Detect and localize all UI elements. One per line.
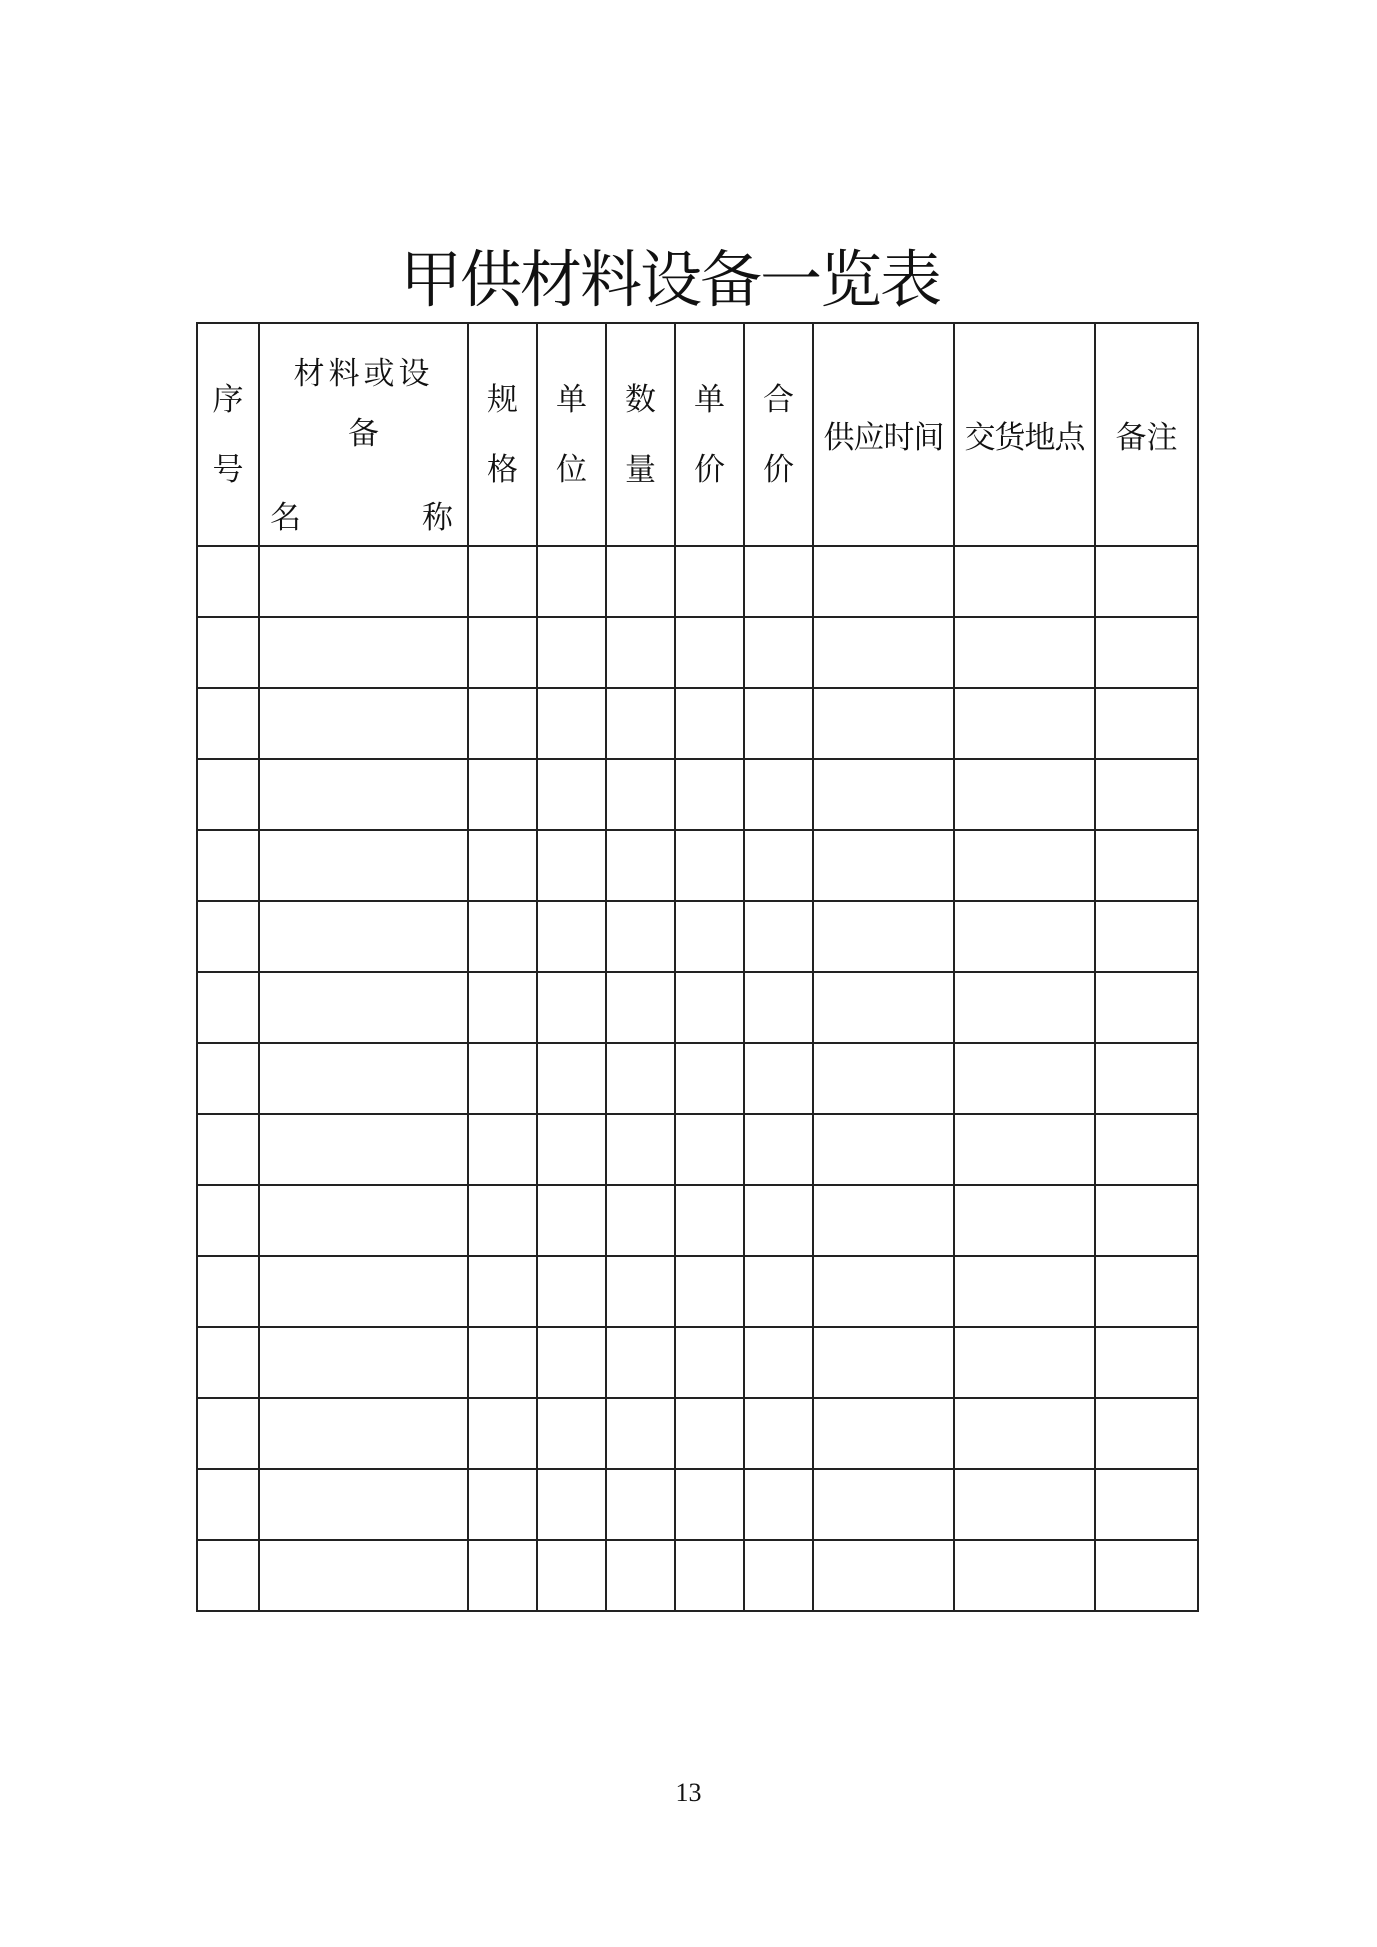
table-cell[interactable] [813, 688, 954, 759]
table-cell[interactable] [954, 1114, 1095, 1185]
table-cell[interactable] [197, 688, 259, 759]
table-cell[interactable] [537, 1114, 606, 1185]
table-cell[interactable] [468, 1256, 537, 1327]
table-cell[interactable] [813, 617, 954, 688]
table-row [197, 617, 1198, 688]
table-row [197, 1185, 1198, 1256]
header-spec: 规 格 [468, 323, 537, 546]
table-cell[interactable] [1095, 901, 1198, 972]
table-cell[interactable] [259, 1185, 468, 1256]
header-unit: 单 位 [537, 323, 606, 546]
table-cell[interactable] [606, 759, 675, 830]
table-cell[interactable] [675, 830, 744, 901]
table-cell[interactable] [675, 1469, 744, 1540]
table-cell[interactable] [1095, 1540, 1198, 1611]
table-cell[interactable] [537, 1043, 606, 1114]
table-cell[interactable] [813, 1327, 954, 1398]
table-cell[interactable] [1095, 617, 1198, 688]
table-cell[interactable] [468, 901, 537, 972]
table-cell[interactable] [813, 1540, 954, 1611]
table-cell[interactable] [744, 1398, 813, 1469]
table-cell[interactable] [197, 1256, 259, 1327]
table-cell[interactable] [954, 1398, 1095, 1469]
table-cell[interactable] [744, 1327, 813, 1398]
table-row [197, 1043, 1198, 1114]
table-cell[interactable] [537, 1185, 606, 1256]
table-cell[interactable] [1095, 972, 1198, 1043]
table-cell[interactable] [954, 1469, 1095, 1540]
table-cell[interactable] [197, 1114, 259, 1185]
table-cell[interactable] [197, 759, 259, 830]
table-cell[interactable] [954, 1540, 1095, 1611]
table-cell[interactable] [1095, 759, 1198, 830]
header-unit-price: 单 价 [675, 323, 744, 546]
table-cell[interactable] [954, 830, 1095, 901]
table-cell[interactable] [813, 1114, 954, 1185]
table-cell[interactable] [259, 1043, 468, 1114]
header-quantity: 数 量 [606, 323, 675, 546]
table-cell[interactable] [675, 759, 744, 830]
table-cell[interactable] [675, 546, 744, 617]
table-cell[interactable] [744, 546, 813, 617]
table-cell[interactable] [744, 1256, 813, 1327]
table-cell[interactable] [537, 972, 606, 1043]
table-cell[interactable] [954, 546, 1095, 617]
table-cell[interactable] [197, 830, 259, 901]
table-cell[interactable] [606, 1185, 675, 1256]
table-cell[interactable] [1095, 1185, 1198, 1256]
table-cell[interactable] [1095, 1398, 1198, 1469]
table-cell[interactable] [197, 1327, 259, 1398]
table-cell[interactable] [259, 546, 468, 617]
table-cell[interactable] [259, 688, 468, 759]
table-cell[interactable] [954, 1185, 1095, 1256]
table-cell[interactable] [813, 830, 954, 901]
table-cell[interactable] [744, 1114, 813, 1185]
table-cell[interactable] [675, 1540, 744, 1611]
table-cell[interactable] [606, 1327, 675, 1398]
table-cell[interactable] [744, 617, 813, 688]
table-cell[interactable] [259, 1114, 468, 1185]
table-cell[interactable] [468, 1114, 537, 1185]
table-cell[interactable] [1095, 1469, 1198, 1540]
table-cell[interactable] [813, 759, 954, 830]
table-cell[interactable] [197, 901, 259, 972]
table-cell[interactable] [606, 546, 675, 617]
table-cell[interactable] [675, 1327, 744, 1398]
table-cell[interactable] [675, 1398, 744, 1469]
table-cell[interactable] [197, 1398, 259, 1469]
table-cell[interactable] [744, 1185, 813, 1256]
table-cell[interactable] [1095, 1256, 1198, 1327]
table-cell[interactable] [813, 546, 954, 617]
table-row [197, 901, 1198, 972]
table-cell[interactable] [954, 1256, 1095, 1327]
table-cell[interactable] [259, 1256, 468, 1327]
table-cell[interactable] [537, 1327, 606, 1398]
table-cell[interactable] [259, 617, 468, 688]
table-cell[interactable] [954, 972, 1095, 1043]
table-cell[interactable] [606, 1540, 675, 1611]
table-cell[interactable] [954, 1327, 1095, 1398]
table-cell[interactable] [468, 617, 537, 688]
table-cell[interactable] [813, 1043, 954, 1114]
table-cell[interactable] [813, 1256, 954, 1327]
table-cell[interactable] [606, 617, 675, 688]
header-material-name: 材料或设 备 名 称 [259, 323, 468, 546]
table-row [197, 688, 1198, 759]
table-cell[interactable] [606, 1469, 675, 1540]
table-cell[interactable] [537, 901, 606, 972]
table-cell[interactable] [1095, 1043, 1198, 1114]
table-cell[interactable] [1095, 546, 1198, 617]
table-cell[interactable] [744, 1469, 813, 1540]
table-cell[interactable] [259, 972, 468, 1043]
table-cell[interactable] [675, 972, 744, 1043]
table-cell[interactable] [675, 1256, 744, 1327]
table-cell[interactable] [468, 688, 537, 759]
table-cell[interactable] [1095, 1327, 1198, 1398]
table-cell[interactable] [675, 901, 744, 972]
table-cell[interactable] [744, 972, 813, 1043]
table-cell[interactable] [606, 1043, 675, 1114]
table-cell[interactable] [606, 1114, 675, 1185]
table-cell[interactable] [259, 1398, 468, 1469]
header-seq: 序 号 [197, 323, 259, 546]
table-cell[interactable] [537, 617, 606, 688]
table-cell[interactable] [537, 1256, 606, 1327]
table-cell[interactable] [744, 759, 813, 830]
table-cell[interactable] [1095, 830, 1198, 901]
document-title: 甲供材料设备一览表 [400, 243, 941, 316]
table-cell[interactable] [813, 1398, 954, 1469]
table-cell[interactable] [606, 688, 675, 759]
table-cell[interactable] [675, 688, 744, 759]
table-cell[interactable] [1095, 1114, 1198, 1185]
table-row [197, 1114, 1198, 1185]
table-cell[interactable] [468, 972, 537, 1043]
table-cell[interactable] [675, 1185, 744, 1256]
table-cell[interactable] [197, 1469, 259, 1540]
table-cell[interactable] [259, 1327, 468, 1398]
table-cell[interactable] [537, 688, 606, 759]
materials-table [196, 322, 1199, 1612]
table-cell[interactable] [197, 1185, 259, 1256]
table-body [197, 546, 1198, 1611]
table-cell[interactable] [259, 830, 468, 901]
table-cell[interactable] [537, 546, 606, 617]
header-supply-time: 供应时间 [813, 323, 954, 546]
table-row [197, 972, 1198, 1043]
table-cell[interactable] [606, 830, 675, 901]
page-number: 13 [675, 1778, 702, 1807]
table-row [197, 1469, 1198, 1540]
table-cell[interactable] [744, 901, 813, 972]
table-cell[interactable] [606, 1398, 675, 1469]
header-delivery-place: 交货地点 [954, 323, 1095, 546]
table-cell[interactable] [606, 1256, 675, 1327]
table-cell[interactable] [675, 1043, 744, 1114]
table-cell[interactable] [197, 1043, 259, 1114]
table-row [197, 830, 1198, 901]
table-cell[interactable] [813, 972, 954, 1043]
table-cell[interactable] [954, 688, 1095, 759]
table-row [197, 1256, 1198, 1327]
table-cell[interactable] [813, 901, 954, 972]
table-cell[interactable] [954, 1043, 1095, 1114]
table-cell[interactable] [468, 1185, 537, 1256]
table-cell[interactable] [675, 617, 744, 688]
table-cell[interactable] [197, 546, 259, 617]
table-cell[interactable] [197, 1540, 259, 1611]
table-cell[interactable] [537, 759, 606, 830]
table-cell[interactable] [537, 1469, 606, 1540]
table-row [197, 1540, 1198, 1611]
table-cell[interactable] [468, 1327, 537, 1398]
table-cell[interactable] [468, 1398, 537, 1469]
table-cell[interactable] [468, 1540, 537, 1611]
table-cell[interactable] [537, 1398, 606, 1469]
table-cell[interactable] [197, 617, 259, 688]
table-cell[interactable] [259, 759, 468, 830]
table-cell[interactable] [537, 1540, 606, 1611]
table-cell[interactable] [744, 830, 813, 901]
table-cell[interactable] [954, 617, 1095, 688]
table-cell[interactable] [259, 901, 468, 972]
table-cell[interactable] [468, 759, 537, 830]
header-total-price: 合 价 [744, 323, 813, 546]
table-cell[interactable] [1095, 688, 1198, 759]
table-cell[interactable] [744, 1540, 813, 1611]
table-cell[interactable] [468, 830, 537, 901]
table-cell[interactable] [675, 1114, 744, 1185]
table-cell[interactable] [813, 1185, 954, 1256]
table-header-row [197, 323, 1198, 546]
table-cell[interactable] [954, 759, 1095, 830]
table-cell[interactable] [468, 1469, 537, 1540]
table-cell[interactable] [744, 1043, 813, 1114]
table-row [197, 1327, 1198, 1398]
table-cell[interactable] [813, 1469, 954, 1540]
table-cell[interactable] [468, 546, 537, 617]
table-cell[interactable] [197, 972, 259, 1043]
table-cell[interactable] [954, 901, 1095, 972]
table-cell[interactable] [259, 1540, 468, 1611]
table-cell[interactable] [468, 1043, 537, 1114]
table-cell[interactable] [537, 830, 606, 901]
table-row [197, 1398, 1198, 1469]
table-cell[interactable] [606, 901, 675, 972]
table-row [197, 759, 1198, 830]
table-row [197, 546, 1198, 617]
table-cell[interactable] [744, 688, 813, 759]
header-remarks: 备注 [1095, 323, 1198, 546]
table-cell[interactable] [606, 972, 675, 1043]
table-cell[interactable] [259, 1469, 468, 1540]
